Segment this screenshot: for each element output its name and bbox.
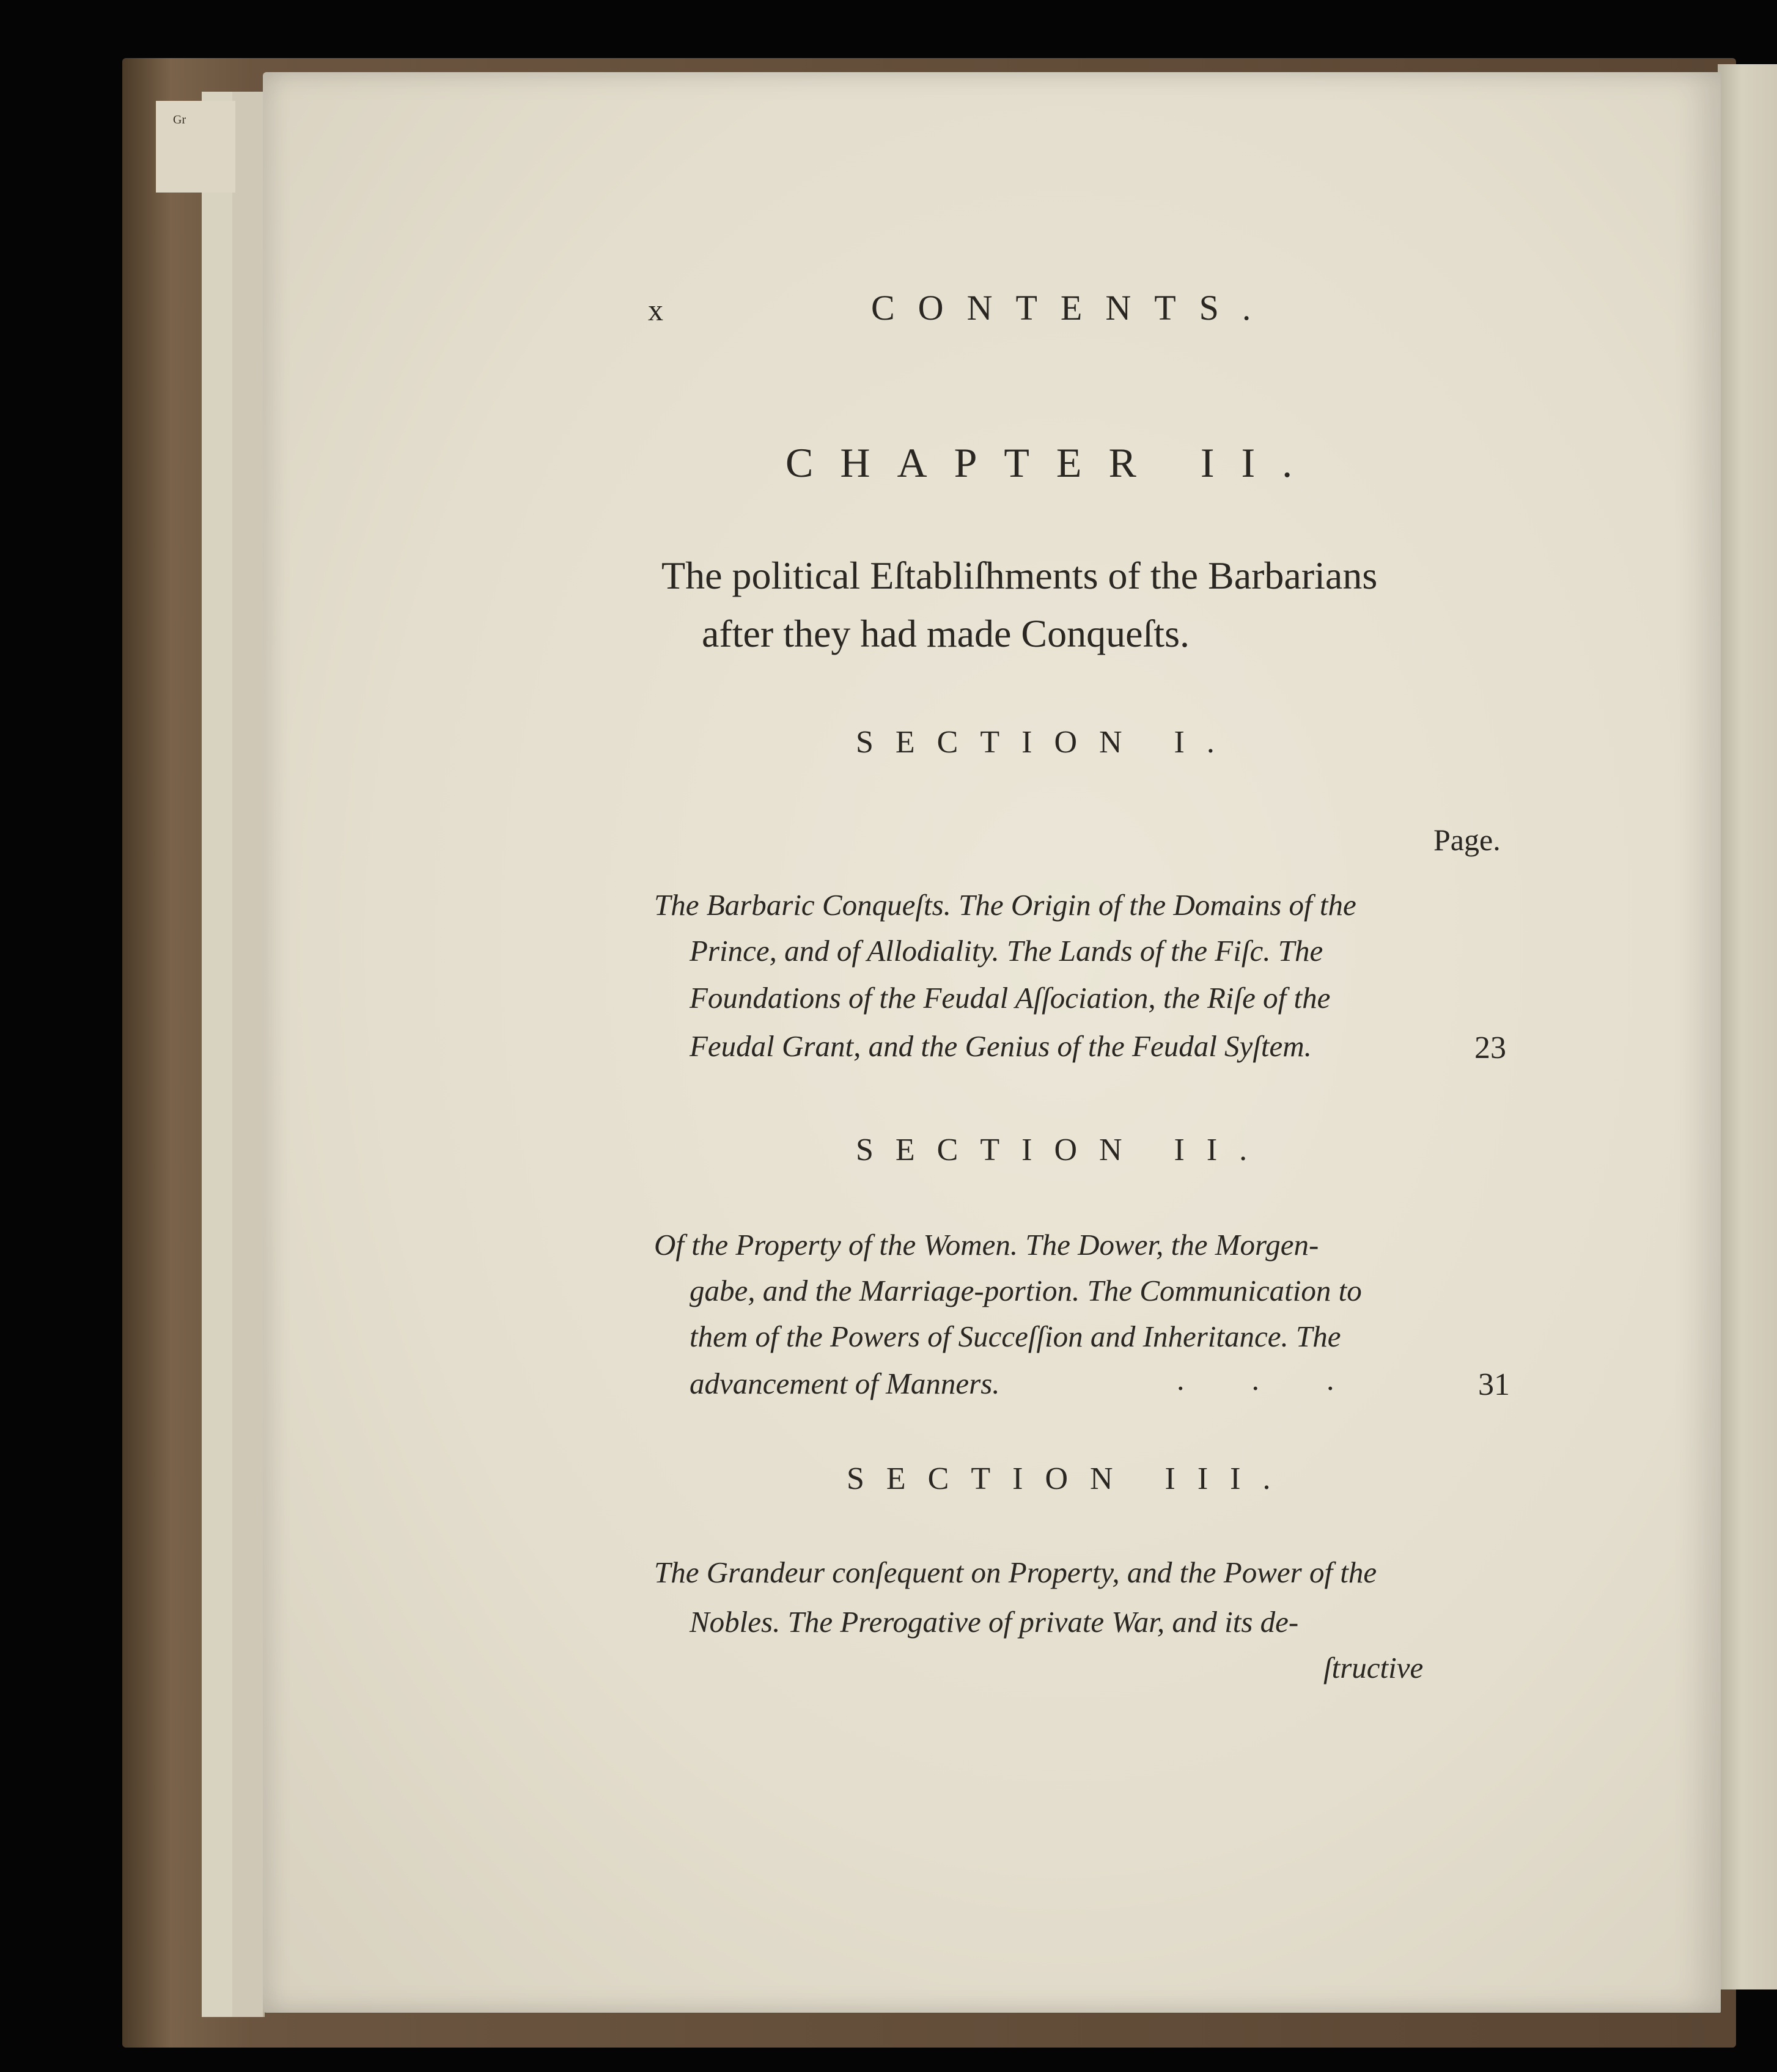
running-title: CONTENTS. — [871, 288, 1275, 328]
chapter-subtitle-line: The political Eſtabliſhments of the Barbarians — [661, 554, 1378, 597]
entry-line: advancement of Manners. — [690, 1367, 1000, 1400]
dot-leader: ... — [1177, 1362, 1402, 1397]
entry-page-number: 23 — [1474, 1030, 1506, 1065]
page-number: x — [648, 293, 663, 327]
entry-line: Prince, and of Allodiality. The Lands of the Fiſc. The — [690, 934, 1323, 968]
entry-line: Feudal Grant, and the Genius of the Feudal Syſtem. — [690, 1029, 1312, 1063]
binding-label-text: Gr — [173, 113, 186, 127]
entry-line: gabe, and the Marriage-portion. The Communication to — [690, 1274, 1362, 1307]
chapter-title: CHAPTER II. — [785, 439, 1320, 486]
facing-page-edge — [1718, 64, 1777, 1989]
section-heading: SECTION I. — [856, 725, 1237, 760]
chapter-subtitle-line: after they had made Conqueſts. — [702, 612, 1190, 655]
section-heading: SECTION III. — [847, 1461, 1293, 1496]
page-column-label: Page. — [1433, 823, 1501, 857]
section-heading: SECTION II. — [856, 1133, 1270, 1167]
catchword: ſtructive — [1323, 1651, 1424, 1684]
entry-line: The Barbaric Conqueſts. The Origin of the Domains of the — [654, 888, 1356, 922]
entry-page-number: 31 — [1478, 1367, 1510, 1402]
entry-line: The Grandeur conſequent on Property, and the Power of the — [654, 1556, 1377, 1589]
entry-line: Of the Property of the Women. The Dower, the Morgen- — [654, 1228, 1319, 1262]
entry-line: Foundations of the Feudal Aſſociation, the Riſe of the — [690, 981, 1331, 1015]
page-edge-stack — [232, 92, 265, 2017]
entry-line: Nobles. The Prerogative of private War, and its de- — [690, 1605, 1299, 1639]
binding-label — [156, 101, 235, 193]
entry-line: them of the Powers of Succeſſion and Inheritance. The — [690, 1320, 1341, 1353]
